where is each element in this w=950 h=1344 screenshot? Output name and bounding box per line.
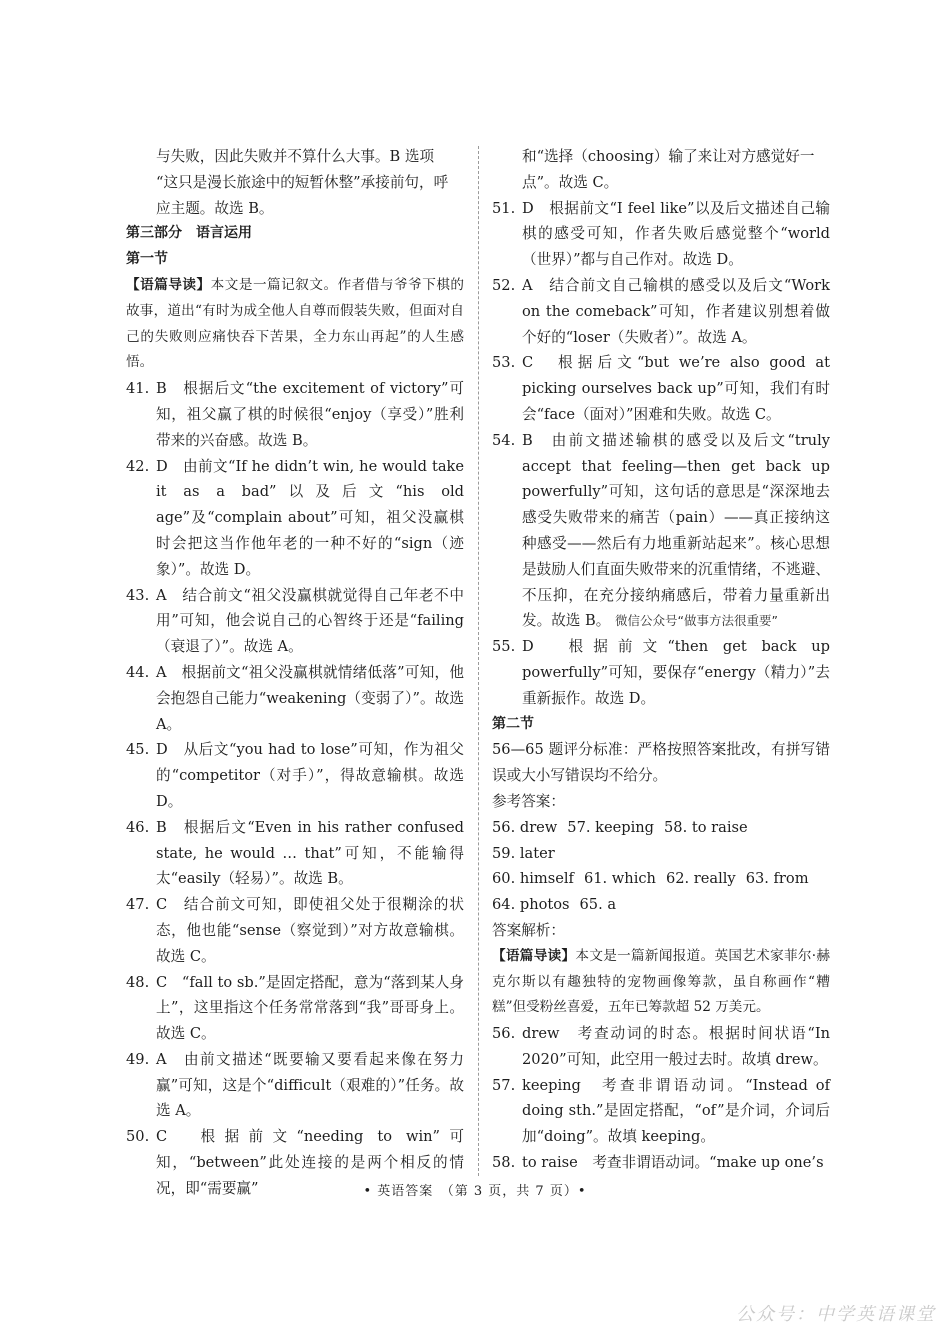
column-divider <box>478 146 479 1176</box>
answer-item-53: 53. C 根据后文“but we’re also good at picking ourselves back up”可知，我们有时会“face（面对）”困难和失败。故选 C。 <box>492 354 830 423</box>
answer-item-51: 51. D 根据前文“I feel like”以及后文描述自己输棋的感受可知，作者失败后感觉整个“world（世界）”都与自己作对。故选 D。 <box>492 199 830 269</box>
passage-guide-tag: 【语篇导读】 <box>126 276 211 293</box>
passage-guide-text: 本文是一篇记叙文。作者借与爷爷下棋的故事，道出“有时为成全他人自尊而假装失败，但面对自己的失败则应痛快吞下苦果，全力东山再起”的人生感悟。 <box>126 276 465 371</box>
answer-item-43: 43. A 结合前文“祖父没赢棋就觉得自己年老不中用”可知，他会说自己的心智终于还是“failing（衰退了）”。故选 A。 <box>126 586 464 656</box>
continued-text-line: 应主题。故选 B。 <box>156 199 274 217</box>
answer-item-58: 58. to raise 考查非谓语动词。“make up one’s <box>492 1154 824 1172</box>
left-column <box>126 144 464 1202</box>
passage-guide-text: 本文是一篇新闻报道。英国艺术家菲尔·赫克尔斯以有趣独特的宠物画像筹款，虽自称画作“糟糕”但受粉丝喜爱，五年已筹款超 52 万美元。 <box>492 947 830 1016</box>
continued-text-line: “这只是漫长旅途中的短暂休整”承接前句，呼 <box>156 173 449 191</box>
page-footer: • 英语答案 （第 3 页，共 7 页）• <box>363 1184 587 1199</box>
answer-item-56: 56. drew 考查动词的时态。根据时间状语“In 2020”可知，此空用一般过去时。故填 drew。 <box>492 1025 830 1068</box>
analysis-label: 答案解析： <box>492 921 565 939</box>
answer-item-46: 46. B 根据后文“Even in his rather confused state, he would … that”可知，不能输得太“easily（轻易）”。故选 B。 <box>126 818 464 888</box>
answer-item-47: 47. C 结合前文可知，即使祖父处于很糊涂的状态，他也能“sense（察觉到）”对方故意输棋。故选 C。 <box>126 896 464 965</box>
answer-item-45: 45. D 从后文“you had to lose”可知，作为祖父的“competitor（对手）”，得故意输棋。故选 D。 <box>126 741 464 810</box>
right-column <box>492 144 830 1176</box>
continued-text-line: 与失败，因此失败并不算什么大事。B 选项 <box>156 148 435 165</box>
section-one-heading: 第一节 <box>126 251 168 268</box>
answer-item-57: 57. keeping 考查非谓语动词。“Instead of doing sth.”是固定搭配，“of”是介词，介词后加“doing”。故填 keeping。 <box>492 1076 830 1146</box>
answers-row: 64. photos 65. a <box>492 896 617 914</box>
watermark: 公众号：中学英语课堂 <box>736 1304 936 1325</box>
answer-item-48: 48. C “fall to sb.”是固定搭配，意为“落到某人身上”，这里指这个任务常常落到“我”哥哥身上。故选 C。 <box>126 973 464 1043</box>
answer-item-55: 55. D 根据前文“then get back up powerfully”可知，要保存“energy（精力）”去重新振作。故选 D。 <box>492 638 830 707</box>
passage-guide-tag: 【语篇导读】 <box>492 947 576 964</box>
answer-item-41: 41. B 根据后文“the excitement of victory”可知，祖父赢了棋的时候很“enjoy（享受）”胜利带来的兴奋感。故选 B。 <box>126 380 464 449</box>
part-three-heading: 第三部分 语言运用 <box>126 225 252 242</box>
answer-item-42: 42. D 由前文“If he didn’t win, he would take it as a bad”以及后文“his old age”及“complain about”可知，祖父没赢棋时会把这当作他年老的一种不好的“sign（迹象）”。故选 D。 <box>126 457 464 578</box>
answer-item-44: 44. A 根据前文“祖父没赢棋就情绪低落”可知，他会抱怨自己能力“weakening（变弱了）”。故选 A。 <box>126 663 464 733</box>
answers-row: 56. drew 57. keeping 58. to raise59. later <box>492 818 748 862</box>
reference-answers-label: 参考答案： <box>492 792 565 810</box>
passage-guide <box>492 944 830 1021</box>
grading-criteria: 56—65 题评分标准：严格按照答案批改，有拼写错误或大小写错误均不给分。 <box>492 741 830 785</box>
inline-watermark: 微信公众号“做事方法很重要” <box>614 613 778 629</box>
answer-item-54: 54. B 由前文描述输棋的感受以及后文“truly accept that feeling—then get back up powerfully”可知，这句话的意思是“深深地去感受失败带来的痛苦（pain）——真正接纳这种感受——然后有力地重新站起来”。核心思想是鼓励人们直面失败带来的沉重情绪，不逃避、不压抑，在充分接纳痛感后，带着力量重新出发。故选 B。 微信公众号“做事方法很重要” <box>492 431 830 630</box>
answers-row: 60. himself 61. which 62. really 63. from <box>492 870 809 888</box>
answer-item-52: 52. A 结合前文自己输棋的感受以及后文“Work on the comeback”可知，作者建议别想着做个好的“loser（失败者）”。故选 A。 <box>492 276 830 346</box>
continued-text-line: 和“选择（choosing）输了来让对方感觉好一 <box>522 148 815 165</box>
section-two-heading: 第二节 <box>492 715 534 732</box>
continued-text-line: 点”。故选 C。 <box>522 173 619 191</box>
answer-item-49: 49. A 由前文描述“既要输又要看起来像在努力赢”可知，这是个“difficult（艰难的）”任务。故选 A。 <box>126 1050 464 1120</box>
passage-guide <box>126 273 464 376</box>
answer-item-50: 50. C 根据前文“needing to win”可知，“between”此处连接的是两个相反的情况，即“需要赢” <box>126 1128 464 1197</box>
